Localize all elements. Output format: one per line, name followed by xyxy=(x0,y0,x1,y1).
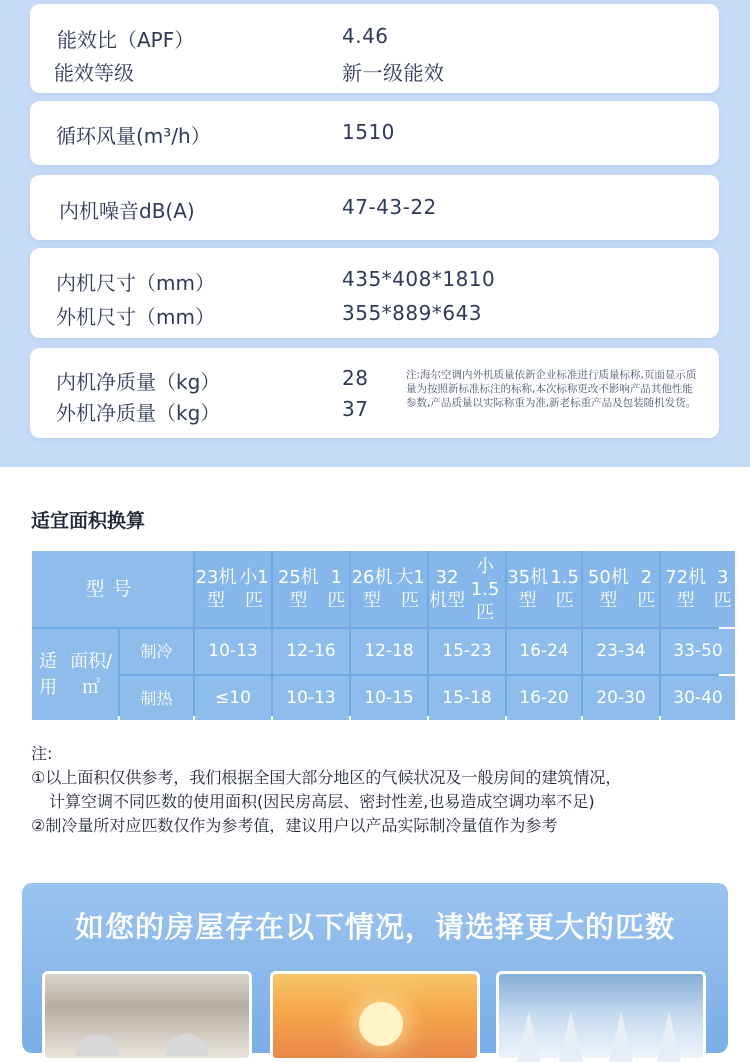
note-line-1: ①以上面积仅供参考，我们根据全国大部分地区的气候状况及一般房间的建筑情况， xyxy=(31,768,622,787)
heating-area-cell: 30-40 xyxy=(661,676,735,720)
snow-forest-photo xyxy=(496,971,706,1061)
model-header: 32机型 小1.5匹 xyxy=(429,551,505,627)
apf-value: 4.46 xyxy=(342,24,389,48)
snow-tree-icon xyxy=(609,1012,633,1062)
area-row-label: 适用 面积/㎡ xyxy=(32,629,118,720)
type-header: 型号 xyxy=(32,551,193,627)
pendant-lamp-icon xyxy=(165,1034,209,1056)
area-conversion-title: 适宜面积换算 xyxy=(31,510,146,532)
snow-tree-icon xyxy=(657,1012,681,1062)
indoor-weight-value: 28 xyxy=(342,366,369,390)
cooling-area-cell: 23-34 xyxy=(583,629,659,674)
heating-area-cell: ≤10 xyxy=(195,676,271,720)
notes-heading: 注: xyxy=(31,744,53,763)
cooling-area-cell: 10-13 xyxy=(195,629,271,674)
heating-area-cell: 10-13 xyxy=(273,676,349,720)
note-line-2: 计算空调不同匹数的使用面积(因民房高层、密封性差,也易造成空调功率不足) xyxy=(49,792,595,811)
area-conversion-table xyxy=(32,551,732,716)
heating-area-cell: 10-15 xyxy=(351,676,427,720)
heating-area-cell: 15-18 xyxy=(429,676,505,720)
model-header: 72机型 3匹 xyxy=(661,551,735,627)
heating-area-cell: 16-20 xyxy=(507,676,581,720)
cooling-label: 制冷 xyxy=(120,629,193,674)
spec-card-efficiency xyxy=(30,4,719,93)
indoor-size-value: 435*408*1810 xyxy=(342,267,496,291)
area-notes xyxy=(31,742,621,838)
grade-label: 能效等级 xyxy=(54,61,134,85)
cooling-area-cell: 15-23 xyxy=(429,629,505,674)
larger-capacity-banner xyxy=(22,883,728,1053)
pendant-lamp-icon xyxy=(75,1034,119,1056)
model-header: 25机型 1匹 xyxy=(273,551,349,627)
cooling-area-cell: 12-18 xyxy=(351,629,427,674)
cooling-area-cell: 33-50 xyxy=(661,629,735,674)
noise-label: 内机噪音dB(A) xyxy=(59,199,195,223)
spec-card-weight xyxy=(30,348,719,438)
room-photo xyxy=(42,971,252,1061)
model-header: 50机型 2匹 xyxy=(583,551,659,627)
snow-tree-icon xyxy=(559,1012,583,1062)
indoor-weight-label: 内机净质量（kg） xyxy=(56,370,221,394)
outdoor-weight-label: 外机净质量（kg） xyxy=(56,401,221,425)
grade-value: 新一级能效 xyxy=(342,61,445,85)
snow-tree-icon xyxy=(517,1012,541,1062)
note-line-3: ②制冷量所对应匹数仅作为参考值，建议用户以产品实际制冷量值作为参考 xyxy=(31,816,558,835)
indoor-size-label: 内机尺寸（mm） xyxy=(56,271,215,295)
airflow-value: 1510 xyxy=(342,120,395,144)
heating-area-cell: 20-30 xyxy=(583,676,659,720)
sun-icon xyxy=(359,1002,403,1046)
noise-value: 47-43-22 xyxy=(342,195,437,219)
outdoor-weight-value: 37 xyxy=(342,397,369,421)
cooling-area-cell: 12-16 xyxy=(273,629,349,674)
spec-card-dimensions xyxy=(30,248,719,338)
apf-label: 能效比（APF） xyxy=(57,28,195,52)
airflow-label: 循环风量(m³/h） xyxy=(56,124,211,148)
model-header: 35机型 1.5匹 xyxy=(507,551,581,627)
model-header: 23机型 小1匹 xyxy=(195,551,271,627)
outdoor-size-value: 355*889*643 xyxy=(342,301,483,325)
model-header: 26机型 大1匹 xyxy=(351,551,427,627)
cooling-area-cell: 16-24 xyxy=(507,629,581,674)
outdoor-size-label: 外机尺寸（mm） xyxy=(56,305,215,329)
heating-label: 制热 xyxy=(120,676,193,720)
sunlight-photo xyxy=(270,971,480,1061)
spec-card-noise xyxy=(30,175,719,240)
banner-title: 如您的房屋存在以下情况，请选择更大的匹数 xyxy=(74,910,675,944)
weight-note: 注:海尔空调内外机质量依新企业标准进行质量标称,页面显示质量为按照新标准标注的标称,本次标称更改不影响产品其他性能参数,产品质量以实际称重为准,新老标重产品及包装随机发货。 xyxy=(406,369,697,409)
spec-card-airflow xyxy=(30,101,719,165)
